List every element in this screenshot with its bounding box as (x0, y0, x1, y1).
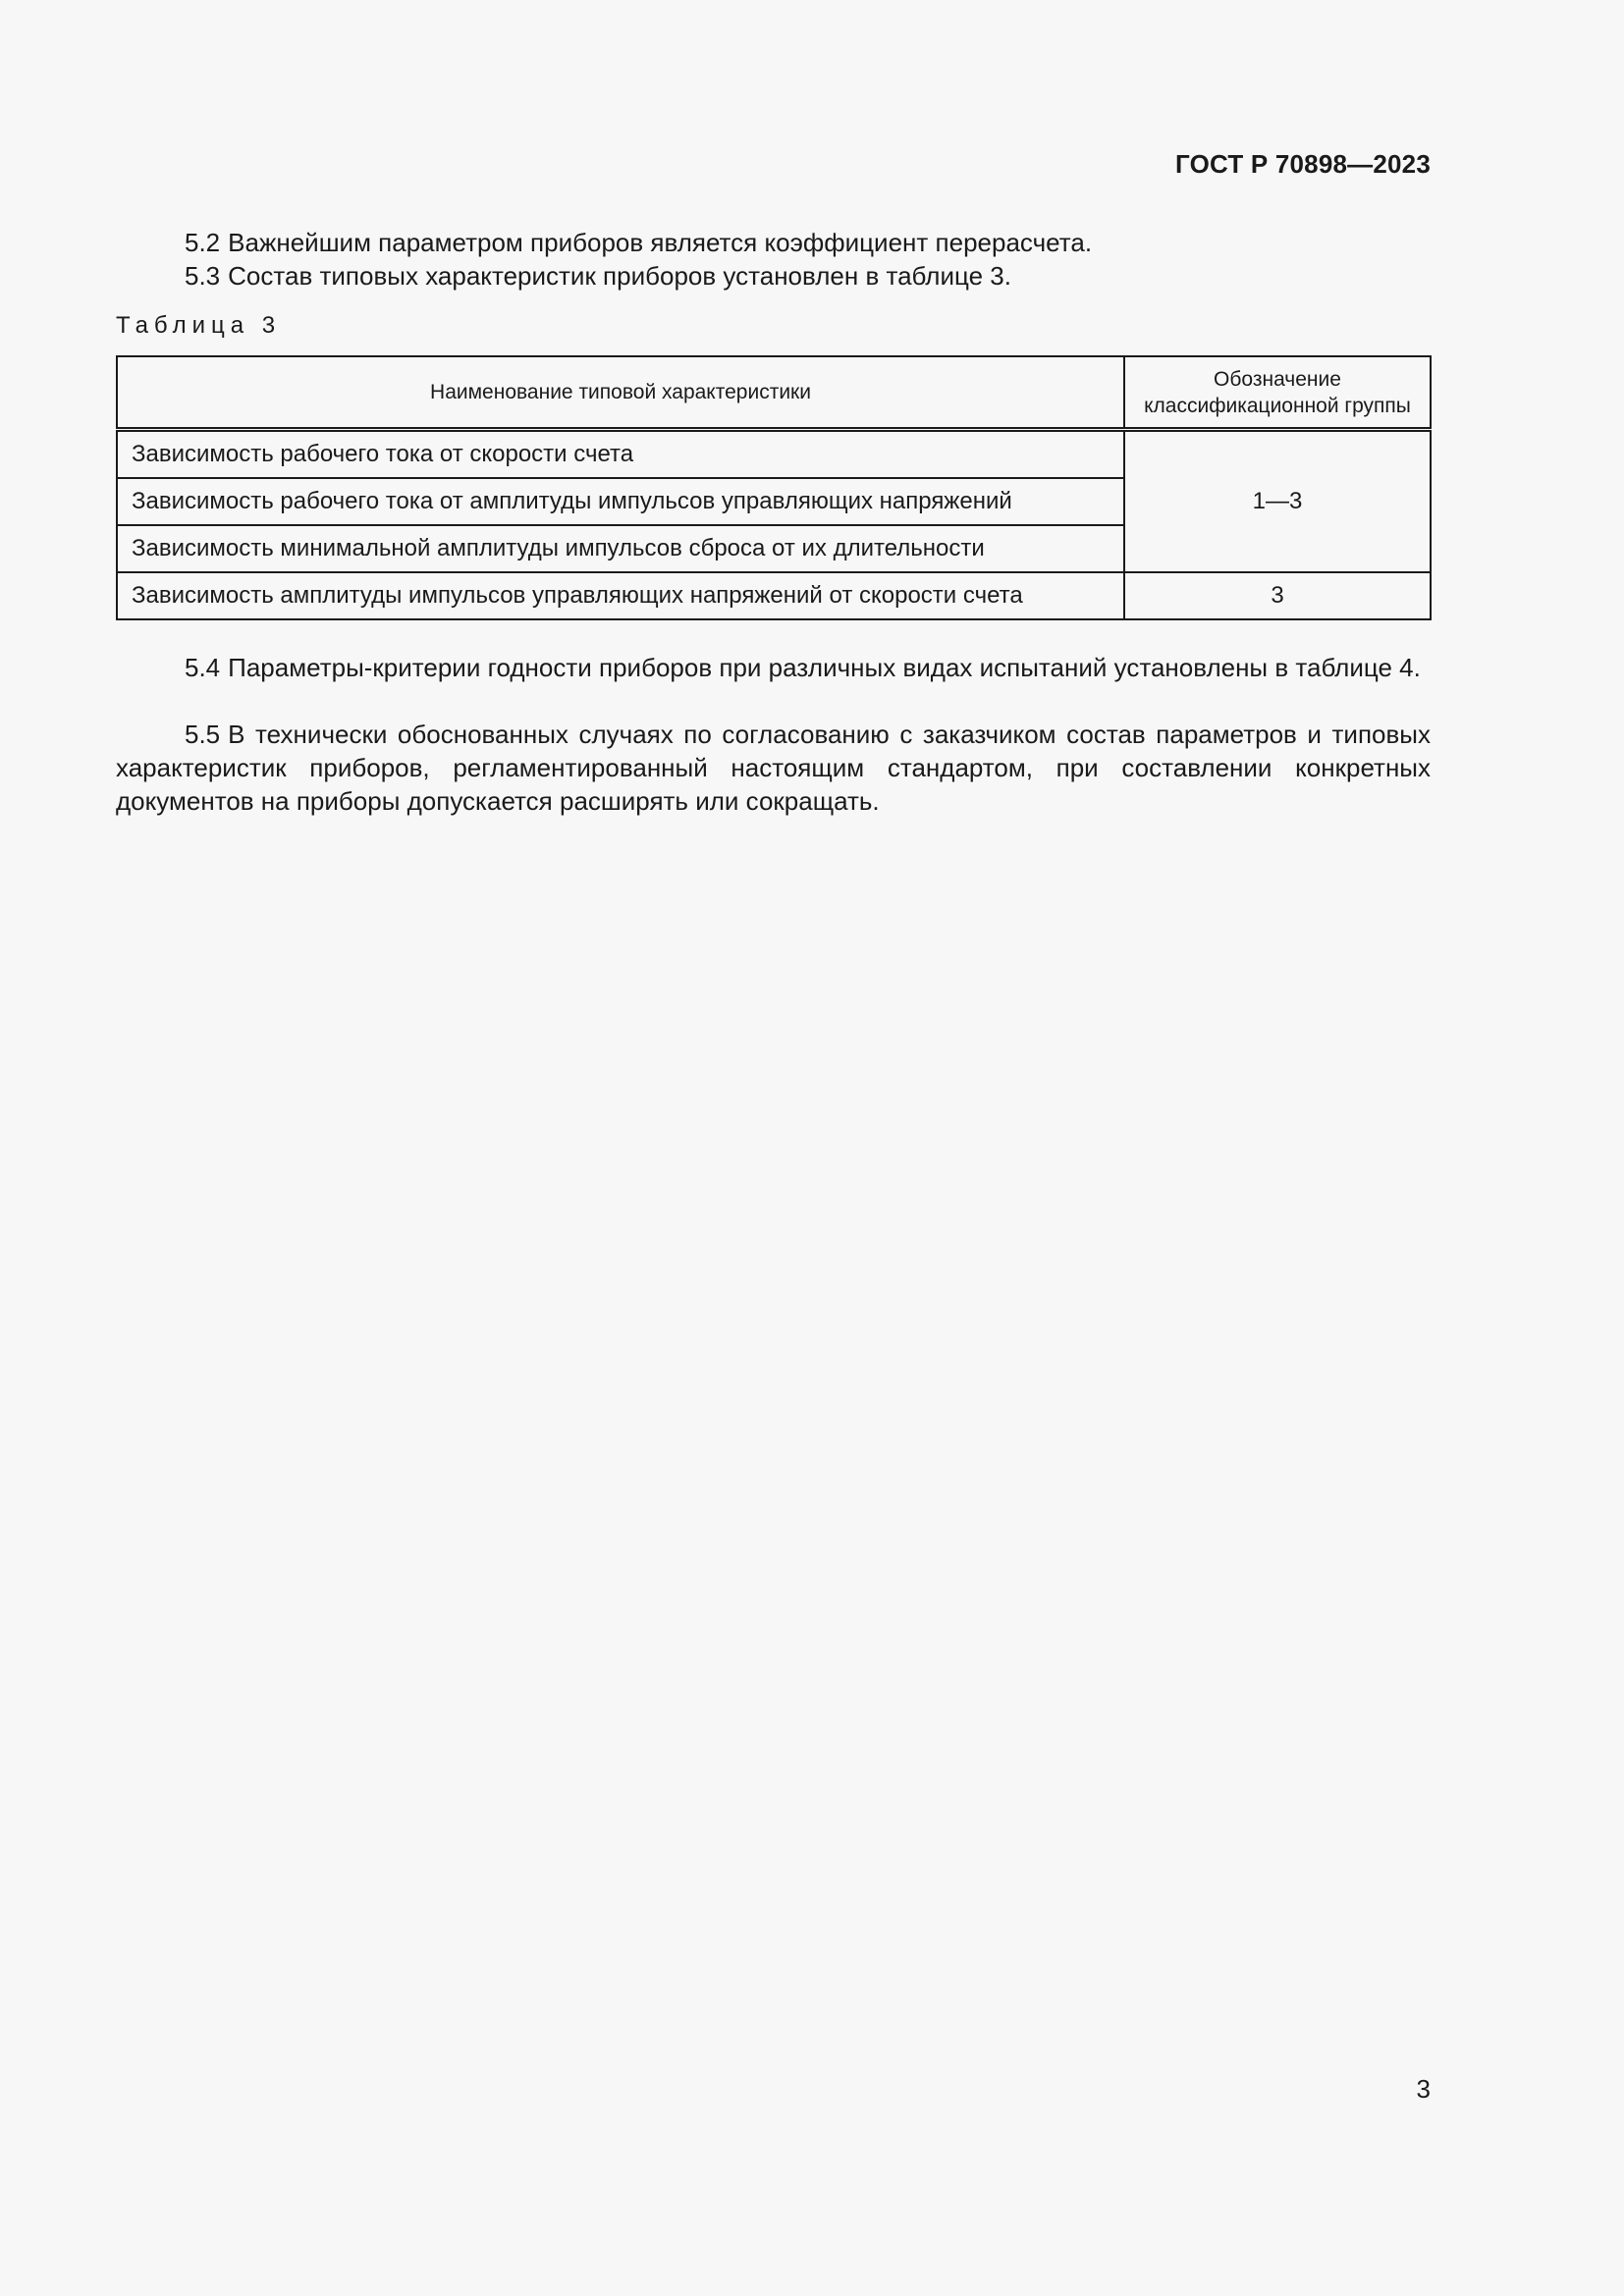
group-code-cell: 1—3 (1124, 430, 1431, 573)
table-caption: Таблица 3 (116, 312, 282, 339)
paragraph-text: В технически обоснованных случаях по согласованию с заказчиком состав параметров и типовых характеристик приборов, регламентированный настоящим стандартом, при составлении конкретных документов на приборы допускается расширять или сокращать. (116, 720, 1431, 816)
header-group-designation (1124, 356, 1431, 430)
page-number: 3 (1416, 2074, 1431, 2104)
header-characteristic-name: Наименование типовой характеристики (117, 356, 1124, 430)
document-designation: ГОСТ Р 70898—2023 (1175, 149, 1431, 179)
characteristic-name-cell: Зависимость амплитуды импульсов управляющих напряжений от скорости счета (117, 572, 1124, 619)
paragraph-5-4 (116, 651, 1431, 684)
characteristic-name-cell: Зависимость рабочего тока от амплитуды импульсов управляющих напряжений (117, 478, 1124, 525)
paragraph-5-5 (116, 718, 1431, 818)
paragraph-5-2 (116, 226, 1431, 259)
paragraph-number: 5.4 (185, 653, 221, 682)
header-group-line2: классификационной группы (1144, 394, 1411, 417)
table-row (117, 572, 1431, 619)
paragraph-number: 5.5 (185, 720, 221, 749)
group-code-cell: 3 (1124, 572, 1431, 619)
characteristic-name-cell: Зависимость минимальной амплитуды импульсов сброса от их длительности (117, 525, 1124, 572)
characteristics-table (116, 355, 1432, 620)
paragraph-text: Важнейшим параметром приборов является коэффициент перерасчета. (228, 228, 1093, 257)
header-group-line1: Обозначение (1214, 367, 1341, 391)
table-row (117, 430, 1431, 479)
paragraph-text: Состав типовых характеристик приборов установлен в таблице 3. (228, 261, 1011, 291)
characteristic-name-cell: Зависимость рабочего тока от скорости счета (117, 430, 1124, 479)
table-header-row (117, 356, 1431, 430)
paragraph-number: 5.2 (185, 228, 221, 257)
paragraph-text: Параметры-критерии годности приборов при различных видах испытаний установлены в таблице 4. (228, 653, 1421, 682)
paragraph-5-3 (116, 259, 1431, 293)
paragraph-number: 5.3 (185, 261, 221, 291)
